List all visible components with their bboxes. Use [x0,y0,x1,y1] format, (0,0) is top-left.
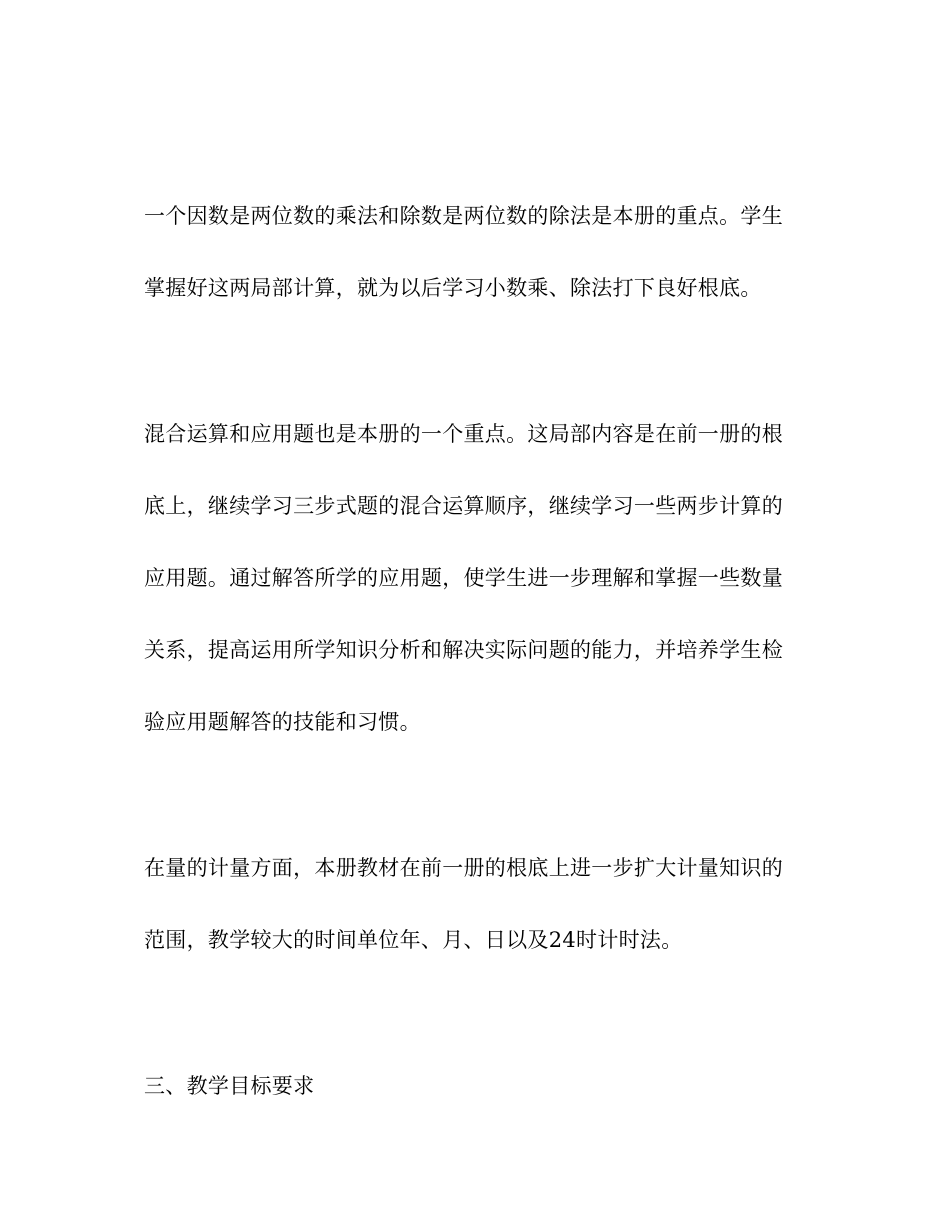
text-line: 在量的计量方面，本册教材在前一册的根底上进一步扩大计量知识的 [144,856,783,880]
text-line: 掌握好这两局部计算，就为以后学习小数乘、除法打下良好根底。 [144,276,762,300]
section-heading [144,1050,804,1122]
text-line: 底上，继续学习三步式题的混合运算顺序，继续学习一些两步计算的 [144,494,783,518]
paragraph-mixed-operations [144,398,804,758]
text-line: 范围，教学较大的时间单位年、月、日以及24时计时法。 [144,928,683,952]
text-line: 关系，提高运用所学知识分析和解决实际问题的能力，并培养学生检 [144,638,783,662]
text-line: 验应用题解答的技能和习惯。 [144,710,421,734]
text-line: 混合运算和应用题也是本册的一个重点。这局部内容是在前一册的根 [144,422,783,446]
text-line: 应用题。通过解答所学的应用题，使学生进一步理解和掌握一些数量 [144,566,783,590]
paragraph-measurement [144,832,804,976]
section-heading-text: 三、教学目标要求 [144,1074,315,1098]
text-line: 一个因数是两位数的乘法和除数是两位数的除法是本册的重点。学生 [144,204,783,228]
paragraph-multiplication-division [144,180,804,324]
